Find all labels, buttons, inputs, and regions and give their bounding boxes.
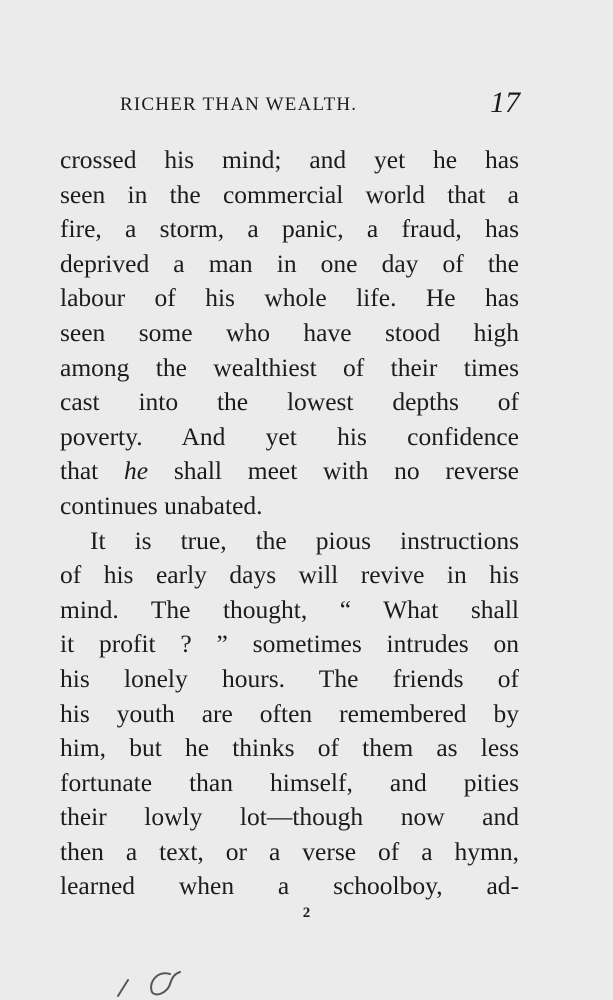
text-line: learned when a schoolboy, ad- <box>60 871 519 901</box>
text-line: poverty. And yet his confidence <box>60 421 519 451</box>
text-line: then a text, or a verse of a hymn, <box>60 836 519 866</box>
italic-emphasis: he <box>124 456 149 486</box>
text-line: among the wealthiest of their times <box>60 352 519 382</box>
text-line: his youth are often remembered by <box>60 698 519 728</box>
pencil-mark-handwriting <box>108 962 198 1000</box>
text-line: labour of his whole life. He has <box>60 283 519 313</box>
line-start: that <box>60 456 99 486</box>
text-line: his lonely hours. The friends of <box>60 663 519 693</box>
text-line: their lowly lot—though now and <box>60 802 519 832</box>
text-line: him, but he thinks of them as less <box>60 733 519 763</box>
text-line: deprived a man in one day of the <box>60 248 519 278</box>
text-line-with-emphasis <box>60 454 519 489</box>
text-line-paragraph-start: It is true, the pious instructions <box>90 525 519 555</box>
running-title: RICHER THAN WEALTH. <box>120 94 358 115</box>
text-line: it profit ? ” sometimes intrudes on <box>60 629 519 659</box>
page-number: 17 <box>490 86 520 119</box>
text-line: fire, a storm, a panic, a fraud, has <box>60 214 519 244</box>
text-line: crossed his mind; and yet he has <box>60 145 519 174</box>
text-line: seen some who have stood high <box>60 317 519 347</box>
text-line: mind. The thought, “ What shall <box>60 594 519 624</box>
text-line: cast into the lowest depths of <box>60 387 519 417</box>
running-head <box>60 86 520 122</box>
text-line: of his early days will revive in his <box>60 560 519 590</box>
text-line: seen in the commercial world that a <box>60 179 519 209</box>
text-line: fortunate than himself, and pities <box>60 767 519 797</box>
signature-mark: 2 <box>302 905 311 921</box>
line-rest: shall meet with no reverse <box>173 456 519 486</box>
text-line-paragraph-end: continues unabated. <box>60 490 263 520</box>
body-text <box>60 143 519 904</box>
